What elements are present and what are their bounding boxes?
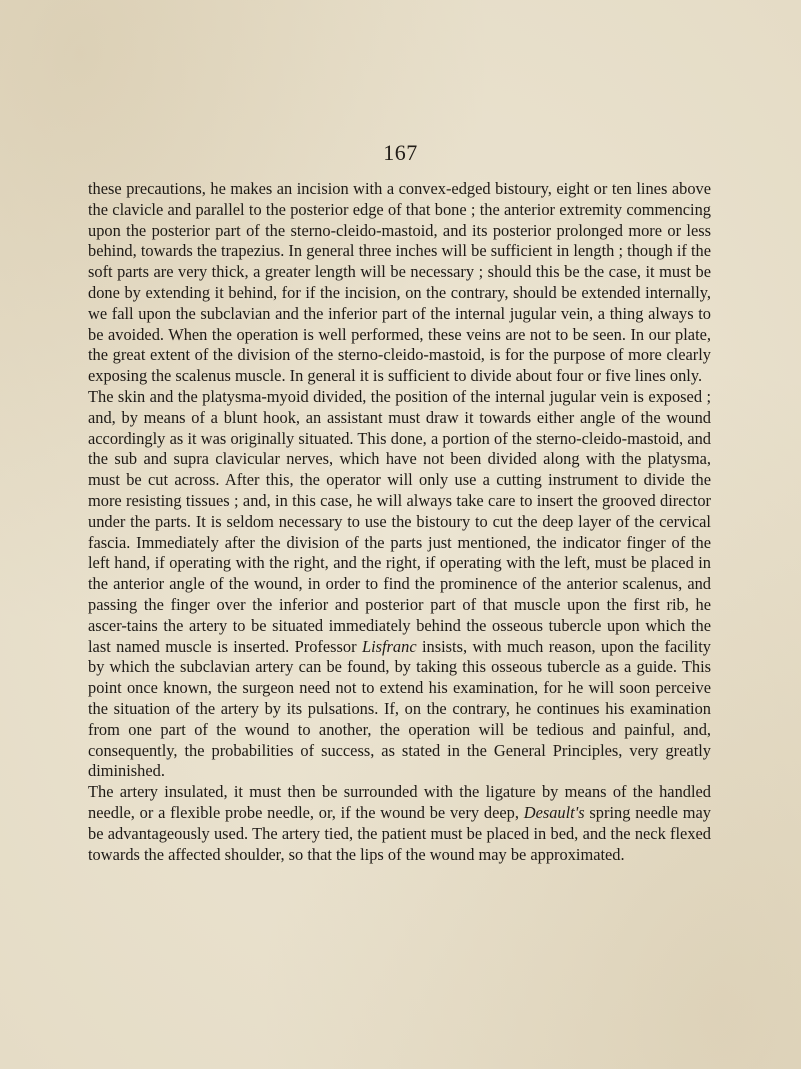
- paragraph-3-text-b: spring needle may be advantageously used. The artery tied, the patient must be placed in bed, and the neck flexed towards the affected shoulder, so that the lips of the wound may be approximated.: [88, 802, 711, 864]
- paragraph-2: [88, 387, 711, 782]
- paragraph-3-text-a: The artery insulated, it must then be surrounded with the ligature by means of the handled needle, or a flexible probe needle, or, if the wound be very deep,: [88, 782, 711, 822]
- name-lisfranc: Lisfranc: [361, 636, 417, 656]
- paragraph-2-text-b: insists, with much reason, upon the facility by which the subclavian artery can be found, by taking this osseous tubercle as a guide. This point once known, the surgeon need not to extend his examination, for he will soon perceive the situation of the artery by its pulsations. If, on the contrary, he continues his examination from one part of the wound to another, the operation will be tedious and painful, and, consequently, the probabilities of success, as stated in the General Principles, very greatly diminished.: [88, 636, 711, 781]
- page-number: 167: [383, 140, 418, 165]
- paragraph-3: [88, 782, 711, 865]
- body-text: [88, 179, 711, 865]
- paragraph-1: these precautions, he makes an incision with a convex-edged bistoury, eight or ten lines above the clavicle and parallel to the posterior edge of that bone ; the anterior extremity commencing upon the posterior part of the sterno-cleido-mastoid, and its posterior prolonged more or less behind, towards the trapezius. In general three inches will be sufficient in length ; though if the soft parts are very thick, a greater length will be necessary ; should this be the case, it must be done by extending it behind, for if the incision, on the contrary, should be extended internally, we fall upon the subclavian and the inferior part of the internal jugular vein, a thing always to be avoided. When the operation is well performed, these veins are not to be seen. In our plate, the great extent of the division of the sterno-cleido-mastoid, is for the purpose of more clearly exposing the scalenus muscle. In general it is sufficient to divide about four or five lines only.: [88, 179, 711, 386]
- name-desault: Desault's: [523, 802, 585, 822]
- paragraph-2-text-a: The skin and the platysma-myoid divided, the position of the internal jugular vein is exposed ; and, by means of a blunt hook, an assistant must draw it towards either angle of the wound accordingly as it was originally situated. This done, a portion of the sterno-cleido-mastoid, and the sub and supra clavicular nerves, which have not been divided along with the platysma, must be cut across. After this, the operator will only use a cutting instrument to divide the more resisting tissues ; and, in this case, he will always take care to insert the grooved director under the parts. It is seldom necessary to use the bistoury to cut the deep layer of the cervical fascia. Immediately after the division of the parts just mentioned, the indicator finger of the left hand, if operating with the right, and the right, if operating with the left, must be placed in the anterior angle of the wound, in order to find the prominence of the anterior scalenus, and passing the finger over the inferior and posterior part of that muscle upon the first rib, he ascer-tains the artery to be situated immediately behind the osseous tubercle upon which the last named muscle is inserted. Professor: [88, 386, 711, 656]
